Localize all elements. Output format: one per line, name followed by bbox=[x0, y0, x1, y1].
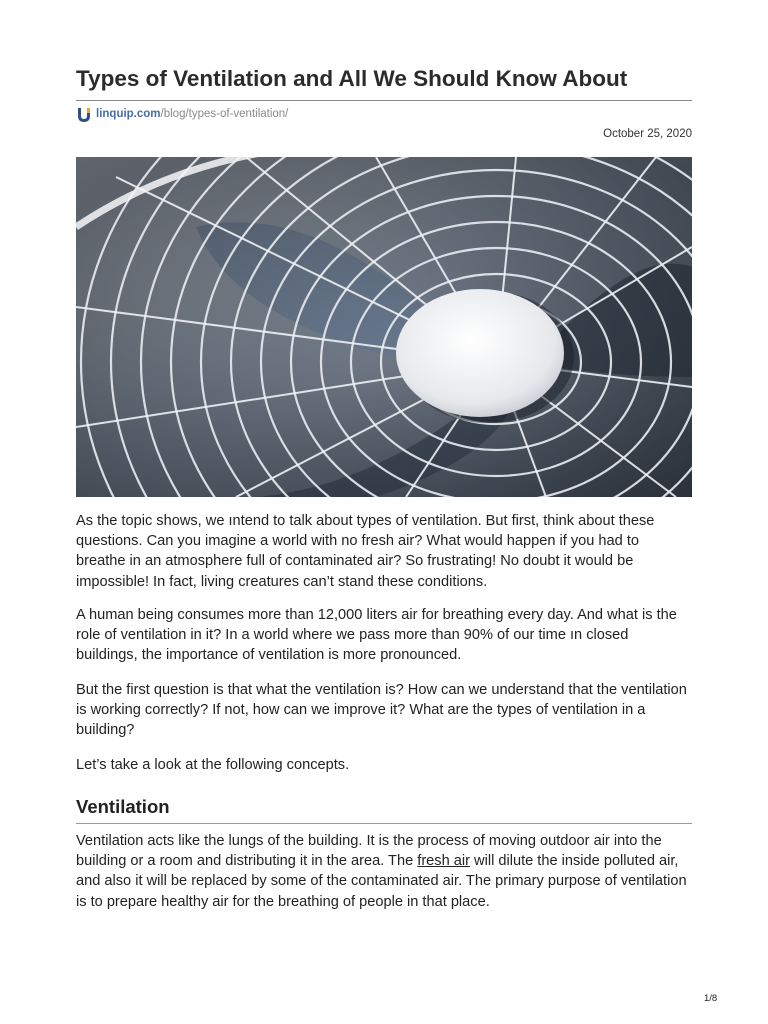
hero-image bbox=[76, 157, 692, 497]
definition-text-before: Ventilation acts like the lungs of the building. It is the process of moving outdoor air into the building or a room and distributing it in the area. The bbox=[76, 833, 662, 870]
fresh-air-link[interactable]: fresh air bbox=[417, 853, 470, 870]
paragraph-questions: But the first question is that what the ventilation is? How can we understand that the ventilation is working correctly? If not, how can we improve it? What are the types of ventilation in a building? bbox=[76, 682, 687, 739]
definition-text-after: will dilute the inside polluted air, and also it will be replaced by some of the contaminated air. The primary purpose of ventilation is to prepare healthy air for the breathing of people in that place. bbox=[76, 853, 687, 910]
source-url[interactable] bbox=[76, 106, 288, 122]
paragraph-ventilation-definition bbox=[76, 831, 692, 912]
page-number: 1/8 bbox=[704, 993, 718, 1004]
paragraph-consumption: A human being consumes more than 12,000 liters air for breathing every day. And what is the role of ventilation in it? In a world where we pass more than 90% of our time ın closed buildings, the importance of ventilation is more pronounced. bbox=[76, 607, 677, 664]
publish-date: October 25, 2020 bbox=[603, 128, 692, 140]
paragraph-intro: As the topic shows, we ıntend to talk about types of ventilation. But first, think about these questions. Can you imagine a world with no fresh air? What would happen if you had to breathe in an atmosphere full of contaminated air? So frustrating! No doubt it would be impossible! In fact, living creatures can’t stand these conditions. bbox=[76, 513, 655, 590]
source-path: /blog/types-of-ventilation/ bbox=[160, 108, 289, 120]
fan-grille-photo bbox=[76, 157, 692, 497]
section-divider bbox=[76, 823, 692, 824]
title-divider bbox=[76, 100, 692, 101]
paragraph-lead-in: Let’s take a look at the following concepts. bbox=[76, 757, 350, 773]
linquip-logo-icon bbox=[76, 106, 92, 122]
section-heading-ventilation: Ventilation bbox=[76, 796, 170, 817]
page-title: Types of Ventilation and All We Should Know About bbox=[76, 66, 628, 91]
source-domain: linquip.com bbox=[96, 108, 161, 120]
